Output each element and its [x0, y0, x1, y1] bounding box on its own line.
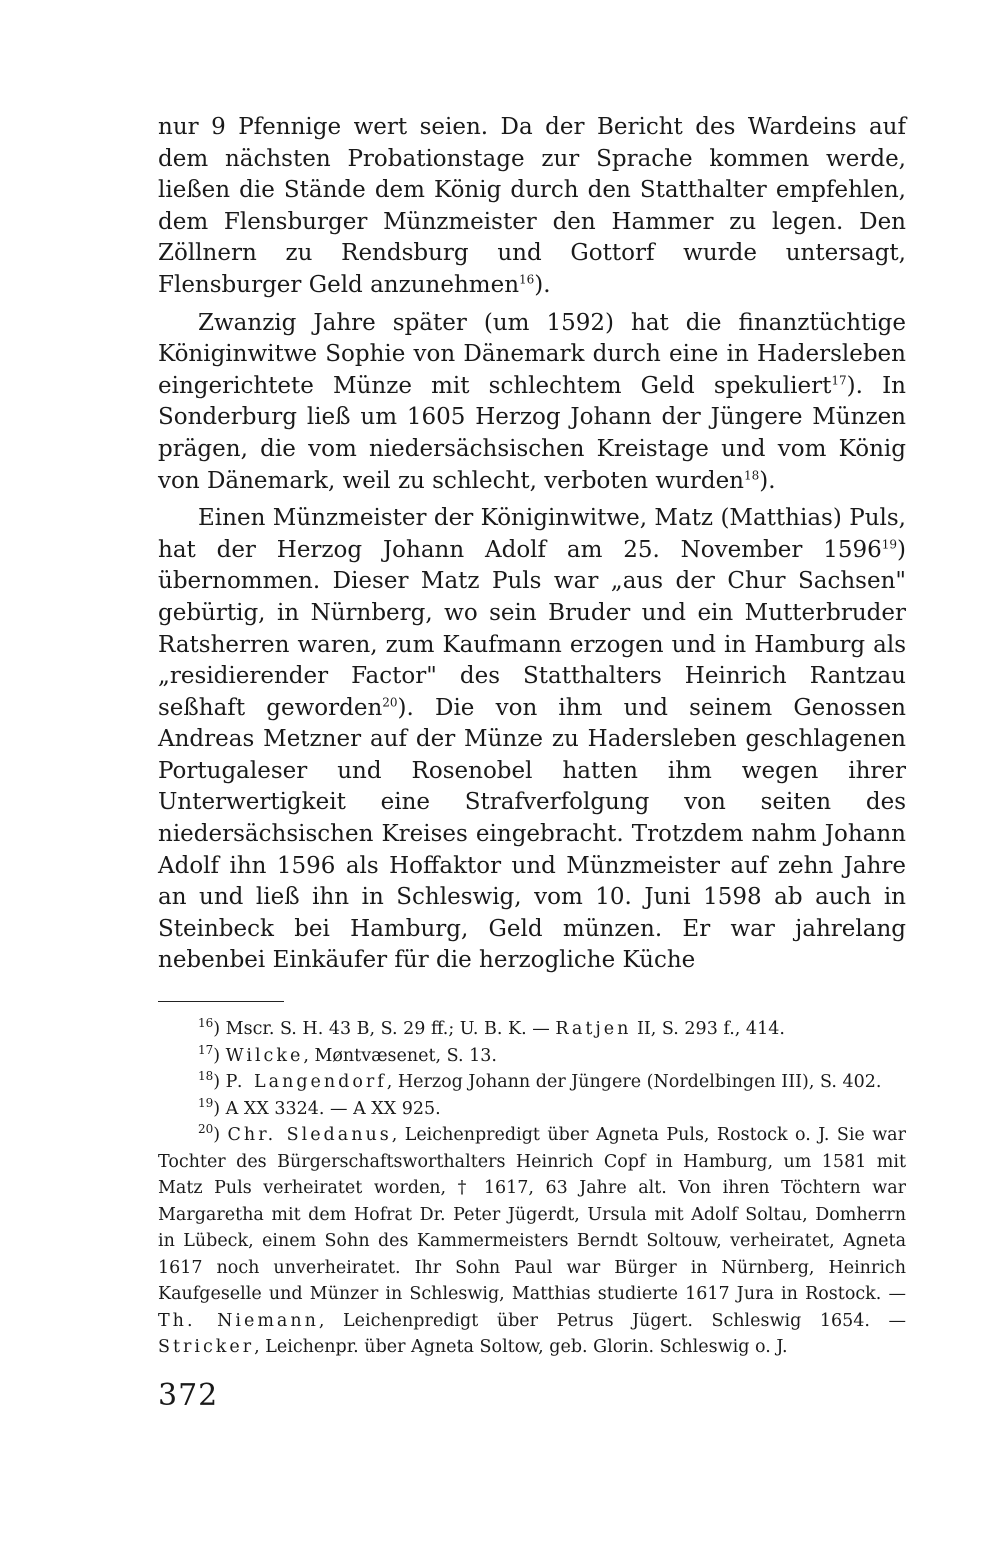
footnote-ref: 17 — [831, 373, 847, 388]
footnote: $^{19}$) A XX 3324. — A XX 925. — [198, 1095, 441, 1119]
footnote: $^{17}$) Wilcke, Møntvæsenet, S. 13. — [198, 1042, 497, 1066]
paragraph: Zwanzig Jahre später (um 1592) hat die finanztüchtige Königinwitwe Sophie von Dänemark durch eine in Hadersleben eingerichtete Münze mit schlechtem Geld spekuliert$^{17}$). In Sonderburg ließ um 1605 Herzog Johann der Jüngere Münzen prägen, die vom niedersächsischen Kreistage und vom König von Dänemark, weil zu schlecht, verboten wurden$^{18}$). — [158, 309, 906, 494]
footnote-ref: 20 — [382, 695, 398, 710]
footnote-ref: 16 — [519, 272, 535, 287]
footnotes — [158, 1016, 906, 1361]
footnote: $^{18}$) P. Langendorf, Herzog Johann der Jüngere (Nordelbingen III), S. 402. — [198, 1069, 882, 1093]
paragraph: Einen Münzmeister der Königinwitwe, Matz (Matthias) Puls, hat der Herzog Johann Adolf am 25. November 1596$^{19}$) übernommen. Dieser Matz Puls war „aus der Chur Sachsen" gebürtig, in Nürnberg, wo sein Bruder und ein Mutterbruder Ratsherren waren, zum Kaufmann erzogen und in Hamburg als „residierender Factor" des Statthalters Heinrich Rantzau seßhaft geworden$^{20}$). Die von ihm und seinem Genossen Andreas Metzner auf der Münze zu Hadersleben geschlagenen Portugaleser und Rosenobel hatten ihm wegen ihrer Unterwertigkeit eine Strafverfolgung von seiten des niedersächsischen Kreises eingebracht. Trotzdem nahm Johann Adolf ihn 1596 als Hoffaktor und Münzmeister auf zehn Jahre an und ließ ihn in Schleswig, vom 10. Juni 1598 ab auch in Steinbeck bei Hamburg, Geld münzen. Er war jahrelang nebenbei Einkäufer für die herzogliche Küche — [158, 505, 906, 974]
page-number: 372 — [158, 1378, 219, 1413]
footnote: $^{16}$) Mscr. S. H. 43 B, S. 29 ff.; U. B. K. — Ratjen II, S. 293 f., 414. — [198, 1016, 785, 1040]
paragraph: nur 9 Pfennige wert seien. Da der Bericht des Wardeins auf dem nächsten Probationstage zur Sprache kommen werde, ließen die Stände dem König durch den Statthalter empfehlen, dem Flensburger Münzmeister den Hammer zu legen. Den Zöllnern zu Rendsburg und Gottorf wurde untersagt, Flensburger Geld anzunehmen$^{16}$). — [158, 114, 906, 298]
footnote-ref: 18 — [744, 467, 760, 482]
footnote-divider — [158, 1001, 284, 1002]
footnote-ref: 19 — [881, 537, 898, 552]
main-text — [158, 112, 906, 977]
page-content — [158, 112, 906, 1361]
footnote: $^{20}$) Chr. Sledanus, Leichenpredigt über Agneta Puls, Rostock o. J. Sie war Tochter des Bürgerschaftsworthalters Heinrich Copf in Hamburg, um 1581 mit Matz Puls verheiratet worden, † 1617, 63 Jahre alt. Von ihren Töchtern war Margaretha mit dem Hofrat Dr. Peter Jügerdt, Ursula mit Adolf Soltau, Domherrn in Lübeck, einem Sohn des Kammermeisters Berndt Soltouw, verheiratet, Agneta 1617 noch unverheiratet. Ihr Sohn Paul war Bürger in Nürnberg, Heinrich Kaufgeselle und Münzer in Schleswig, Matthias studierte 1617 Jura in Rostock. — Th. Niemann, Leichenpredigt über Petrus Jügert. Schleswig 1654. — Stricker, Leichenpr. über Agneta Soltow, geb. Glorin. Schleswig o. J. — [158, 1122, 906, 1358]
